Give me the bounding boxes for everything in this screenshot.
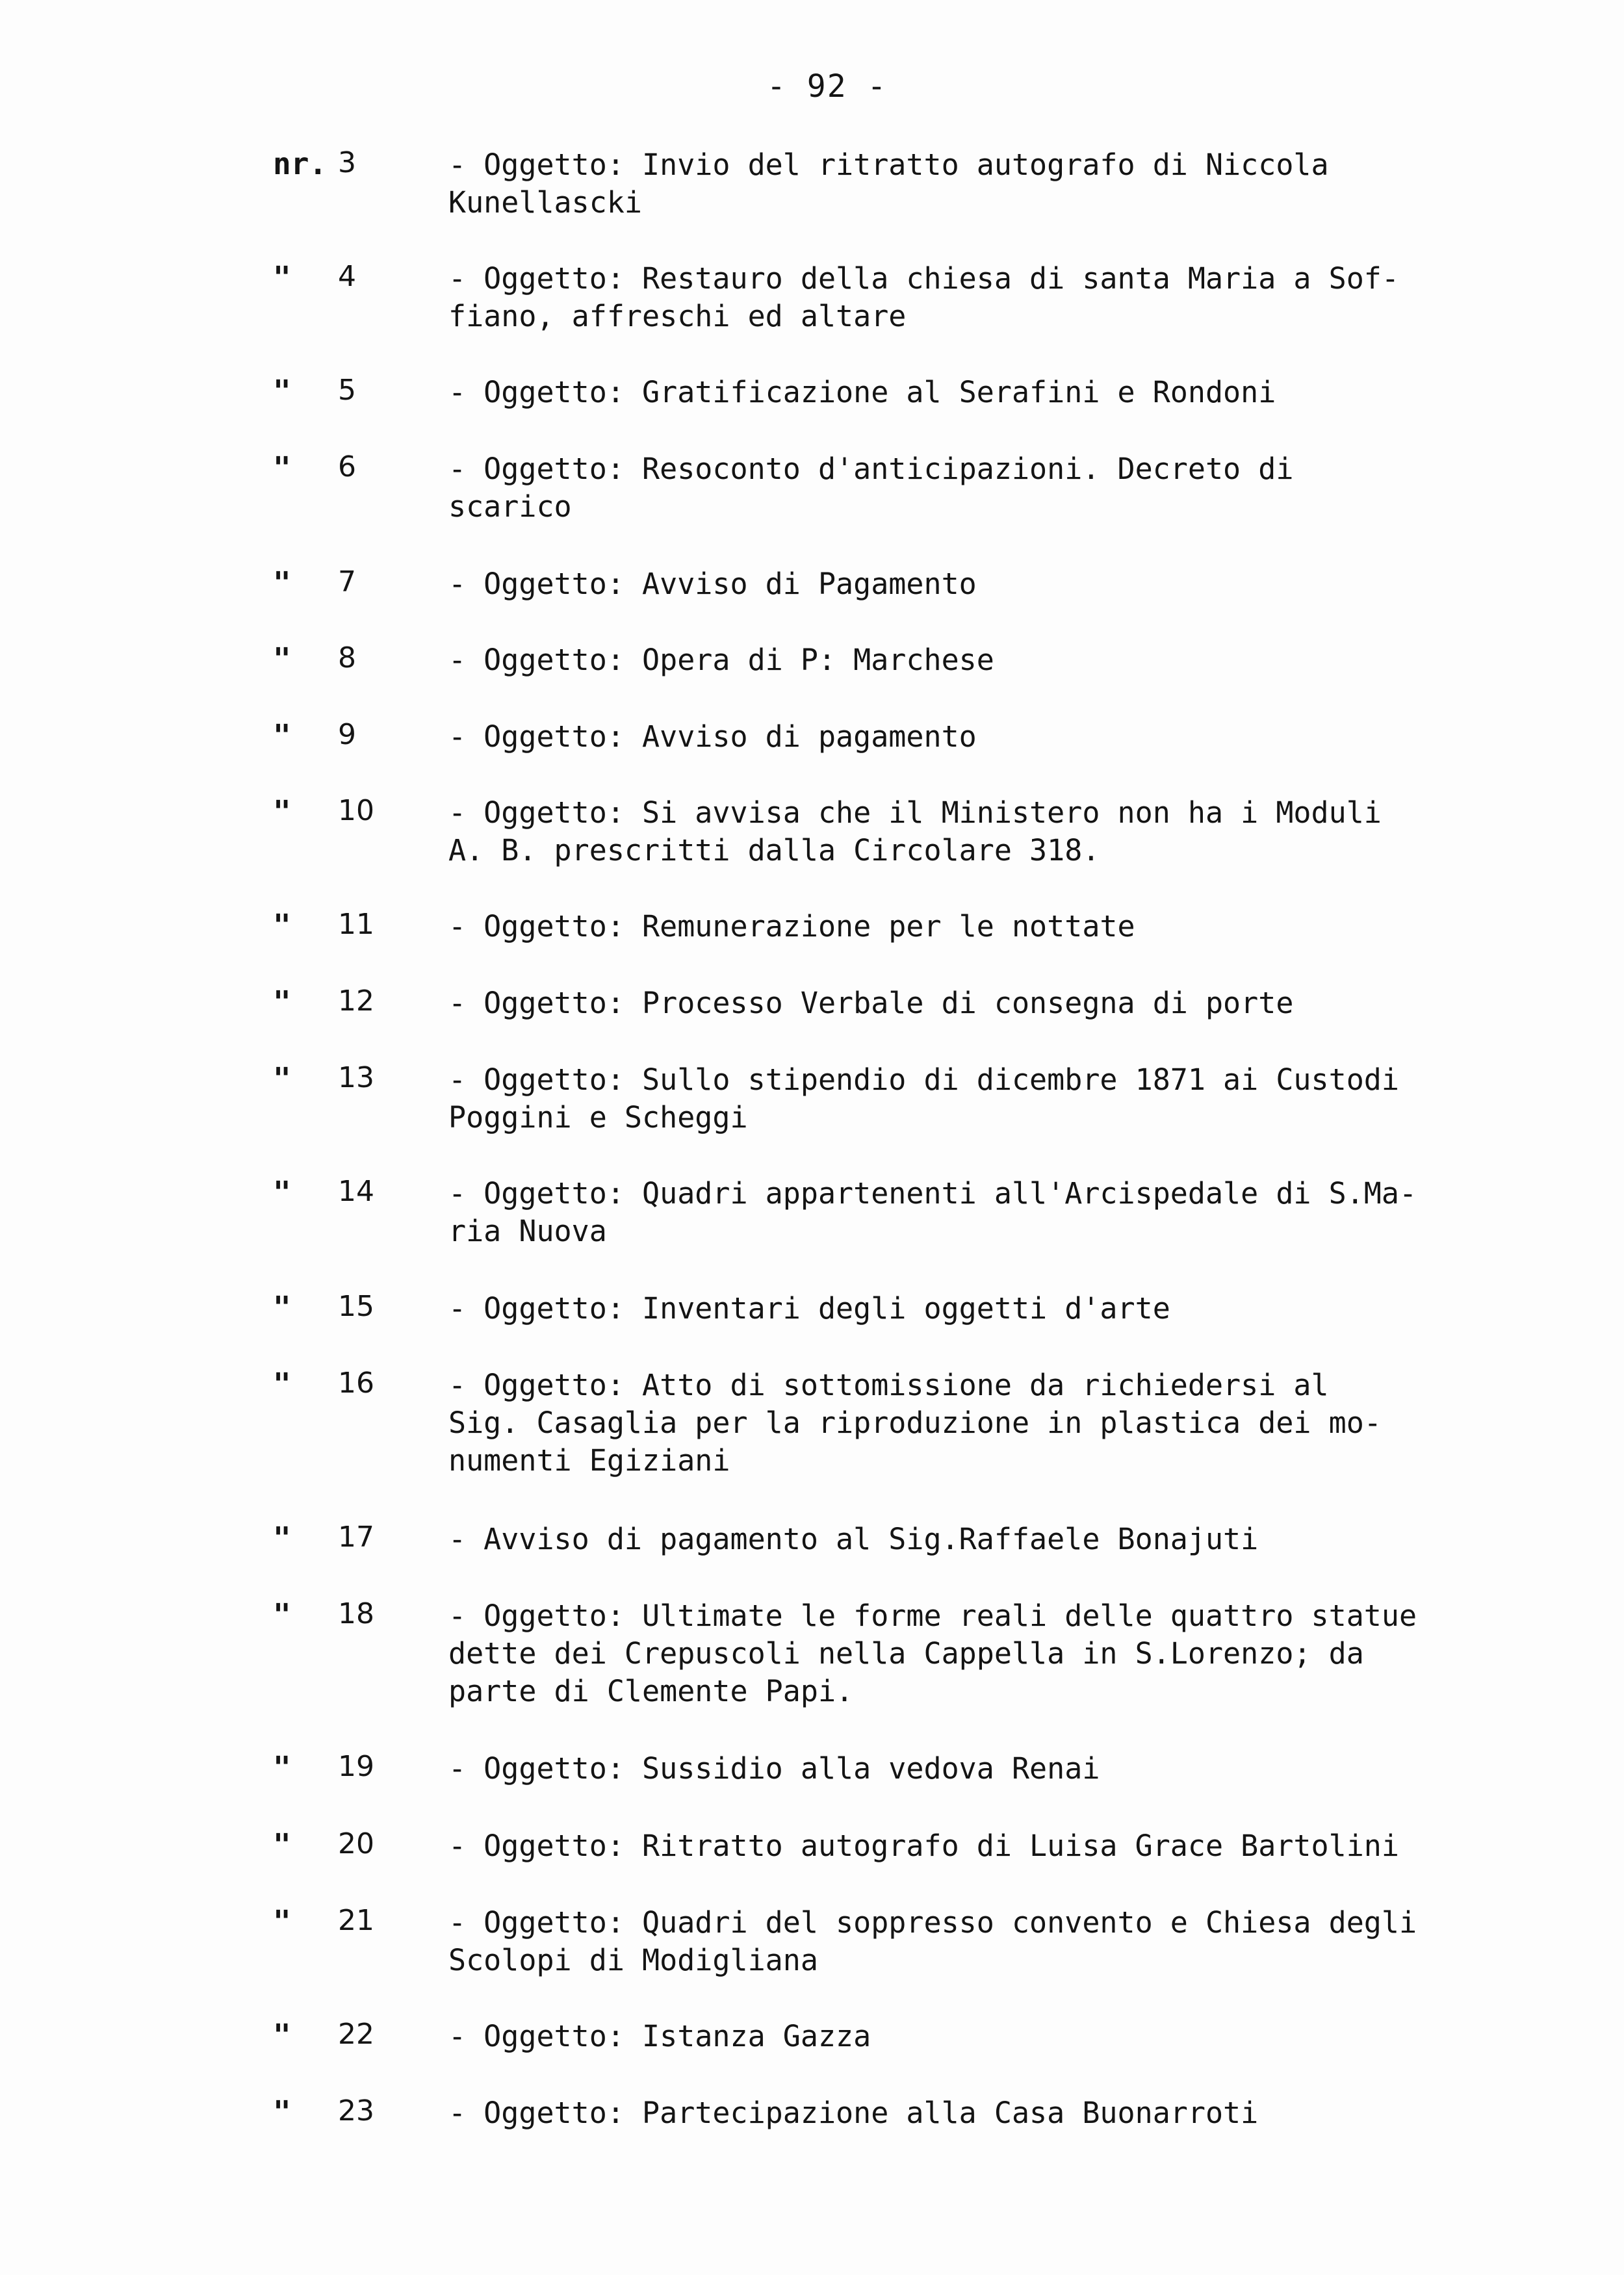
entry-prefix: " (273, 794, 291, 829)
entry-subject: - Oggetto: Quadri del soppresso convento e Chiesa degli Scolopi di Modigliana (448, 1905, 1417, 1977)
entry-number: 10 (338, 794, 374, 827)
entry-prefix: " (273, 1175, 291, 1210)
page-number: - 92 - (767, 68, 888, 105)
entry-subject: - Oggetto: Opera di P: Marchese (448, 643, 994, 677)
entry-subject: - Oggetto: Partecipazione alla Casa Buonarroti (448, 2096, 1259, 2130)
entry-subject: - Avviso di pagamento al Sig.Raffaele Bonajuti (448, 1522, 1259, 1556)
entry-number: 18 (338, 1597, 374, 1630)
entry-prefix: nr. (273, 146, 328, 181)
entry-subject: - Oggetto: Ultimate le forme reali delle quattro statue dette dei Crepuscoli nella Cappella in S.Lorenzo; da parte di Clemente Papi. (448, 1599, 1417, 1708)
entry-number: 20 (338, 1827, 374, 1860)
entry-number: 5 (338, 374, 356, 407)
entry-prefix: " (273, 1750, 291, 1785)
entry-prefix: " (273, 1597, 291, 1632)
entry-prefix: " (273, 718, 291, 753)
entry-subject: - Oggetto: Istanza Gazza (448, 2019, 871, 2053)
entry-subject: - Oggetto: Processo Verbale di consegna di porte (448, 986, 1294, 1020)
entry-number: 23 (338, 2094, 374, 2127)
entry-number: 14 (338, 1175, 374, 1208)
entry-prefix: " (273, 1367, 291, 1402)
entry-prefix: " (273, 374, 291, 409)
entry-number: 6 (338, 450, 356, 483)
entry-number: 19 (338, 1750, 374, 1783)
entry-subject: - Oggetto: Sussidio alla vedova Renai (448, 1751, 1100, 1786)
entry-prefix: " (273, 1827, 291, 1862)
entry-prefix: " (273, 641, 291, 676)
entry-prefix: " (273, 565, 291, 600)
entry-subject: - Oggetto: Avviso di Pagamento (448, 567, 977, 601)
entry-prefix: " (273, 1290, 291, 1325)
entry-prefix: " (273, 1521, 291, 1556)
entry-number: 21 (338, 1904, 374, 1937)
entry-subject: - Oggetto: Invio del ritratto autografo di Niccola Kunellascki (448, 148, 1329, 220)
entry-number: 3 (338, 146, 356, 179)
entry-prefix: " (273, 908, 291, 943)
entry-number: 7 (338, 565, 356, 598)
entry-number: 16 (338, 1367, 374, 1400)
entry-number: 15 (338, 1290, 374, 1323)
entry-number: 4 (338, 260, 356, 293)
entry-prefix: " (273, 1061, 291, 1096)
entry-subject: - Oggetto: Avviso di pagamento (448, 719, 977, 754)
entry-subject: - Oggetto: Sullo stipendio di dicembre 1871 ai Custodi Poggini e Scheggi (448, 1062, 1399, 1135)
entry-prefix: " (273, 2094, 291, 2129)
entry-subject: - Oggetto: Atto di sottomissione da richiedersi al Sig. Casaglia per la riproduzione in plastica dei mo- numenti Egiziani (448, 1368, 1382, 1478)
entry-subject: - Oggetto: Ritratto autografo di Luisa Grace Bartolini (448, 1829, 1399, 1863)
entry-prefix: " (273, 2018, 291, 2053)
entry-number: 9 (338, 718, 356, 751)
entry-subject: - Oggetto: Quadri appartenenti all'Arcispedale di S.Ma- ria Nuova (448, 1176, 1417, 1248)
entry-subject: - Oggetto: Si avvisa che il Ministero non ha i Moduli A. B. prescritti dalla Circolare 318. (448, 795, 1382, 868)
entry-prefix: " (273, 260, 291, 295)
entry-subject: - Oggetto: Remunerazione per le nottate (448, 909, 1135, 944)
entry-prefix: " (273, 984, 291, 1020)
entry-prefix: " (273, 450, 291, 485)
entry-number: 22 (338, 2018, 374, 2051)
entry-subject: - Oggetto: Gratificazione al Serafini e Rondoni (448, 375, 1276, 409)
entry-number: 12 (338, 984, 374, 1018)
entry-number: 8 (338, 641, 356, 675)
entry-number: 13 (338, 1061, 374, 1094)
entry-number: 17 (338, 1521, 374, 1554)
entry-number: 11 (338, 908, 374, 941)
entry-prefix: " (273, 1904, 291, 1939)
entry-subject: - Oggetto: Resoconto d'anticipazioni. Decreto di scarico (448, 452, 1294, 524)
entry-subject: - Oggetto: Restauro della chiesa di santa Maria a Sof- fiano, affreschi ed altare (448, 261, 1399, 333)
entry-subject: - Oggetto: Inventari degli oggetti d'arte (448, 1291, 1170, 1326)
